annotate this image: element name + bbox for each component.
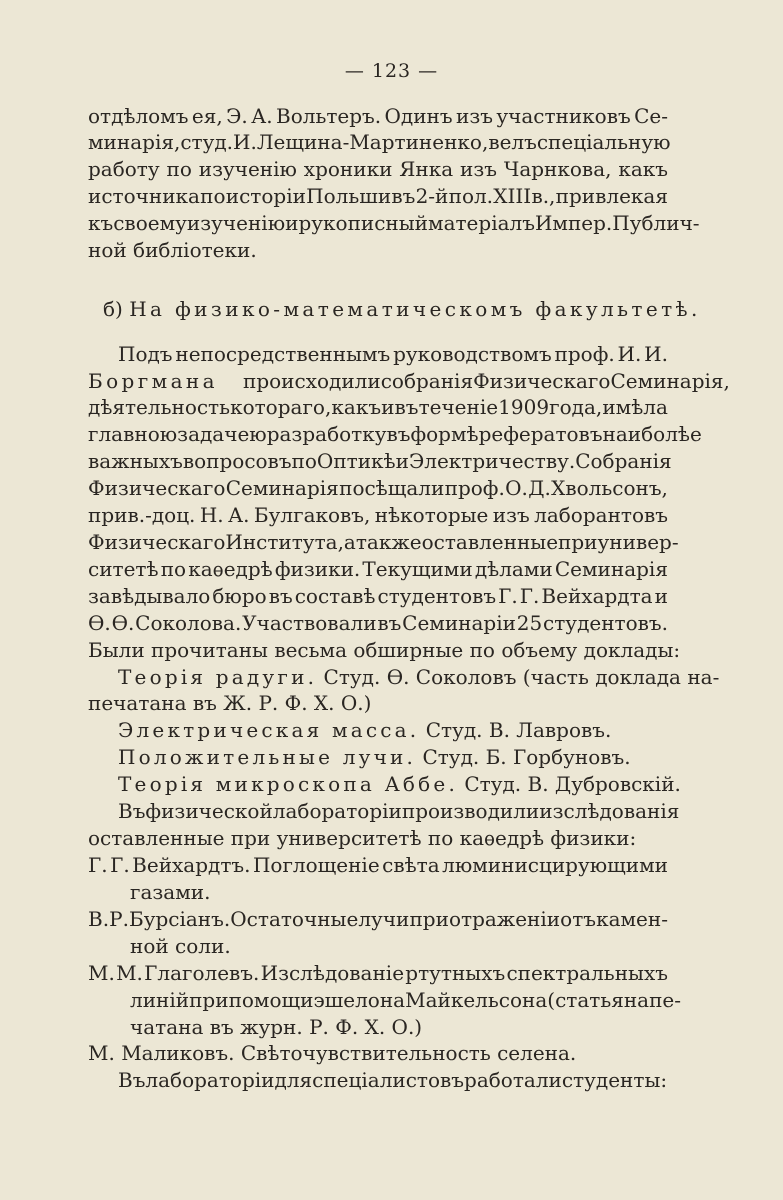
word: рукописный — [298, 211, 429, 235]
word: и — [285, 211, 299, 235]
word: Э. — [226, 104, 248, 128]
report-author: Студ. Ѳ. Соколовъ (часть доклада на- — [323, 665, 720, 689]
word: составѣ — [294, 584, 376, 608]
word: изъ — [492, 503, 530, 527]
word: Ѳ. — [111, 611, 135, 635]
word: хроники — [303, 157, 393, 181]
word: физической — [145, 799, 273, 823]
word: 1909 — [498, 395, 550, 419]
word: эшелона — [313, 988, 406, 1012]
word: котораго, — [230, 395, 332, 419]
word: Соколова. — [135, 611, 242, 635]
text-line: Были прочитаны весьма обширные по объему доклады: — [88, 638, 681, 662]
word: Въ — [118, 1068, 146, 1092]
word: Собранія — [575, 449, 672, 473]
word: производили — [401, 799, 540, 823]
word: по — [200, 184, 226, 208]
word: свѣта — [382, 853, 440, 877]
word: Поглощеніе — [252, 853, 380, 877]
word: изъ — [460, 157, 498, 181]
report-item — [118, 744, 631, 770]
word: люминисцирующими — [442, 853, 668, 877]
word: лаборантовъ — [534, 503, 668, 527]
word: минарія, — [88, 130, 181, 154]
word: М. — [116, 961, 143, 985]
word: 2-й — [415, 184, 449, 208]
text-line — [130, 987, 682, 1013]
word: Р. — [109, 907, 129, 931]
word: нѣкоторые — [374, 503, 489, 527]
word: Одинъ — [384, 104, 453, 128]
section-heading — [103, 296, 701, 322]
word: Г. — [519, 584, 540, 608]
word: Семинаріи — [402, 611, 516, 635]
word: Н. — [199, 503, 224, 527]
text-line — [88, 210, 700, 236]
word: Физическаго — [473, 369, 611, 393]
word: исторіи — [225, 184, 306, 208]
word: А. — [228, 503, 250, 527]
text-line: газами. — [130, 880, 211, 904]
word: при — [409, 907, 449, 931]
word: какъ — [331, 395, 382, 419]
text-line — [88, 394, 668, 420]
word: при — [558, 530, 598, 554]
word: В. — [88, 907, 110, 931]
word: студ. — [180, 130, 234, 154]
word: студентовъ. — [543, 611, 668, 635]
word: Остаточные — [230, 907, 359, 931]
word: завѣдывало — [88, 584, 211, 608]
report-author: Студ. В. Дубровскій. — [464, 772, 681, 796]
text-line — [88, 583, 668, 609]
word: посѣщали — [339, 476, 445, 500]
section-title: На физико-математическомъ факультетѣ. — [129, 297, 701, 321]
word: А. — [251, 104, 273, 128]
report-author: Студ. В. Лавровъ. — [425, 718, 612, 742]
text-line — [88, 475, 668, 501]
word: Д. — [528, 476, 551, 500]
word: непосредственнымъ — [175, 342, 391, 366]
word: изслѣдованія — [539, 799, 680, 823]
word: пол. — [448, 184, 494, 208]
word: по — [291, 449, 317, 473]
word: Семинарія — [225, 476, 339, 500]
word: ея, — [191, 104, 223, 128]
word: студенты: — [561, 1068, 668, 1092]
word: и — [654, 584, 668, 608]
word: спеціальную — [536, 130, 671, 154]
word: Глаголевъ. — [144, 961, 260, 985]
word: велъ — [488, 130, 537, 154]
word: Физическаго — [88, 530, 226, 554]
word: при — [189, 988, 229, 1012]
word: руководствомъ — [393, 342, 552, 366]
word: оставленные — [421, 530, 559, 554]
report-item — [118, 664, 719, 690]
text-line: ной библіотеки. — [88, 238, 257, 262]
text-line — [88, 529, 679, 555]
word: Вейхардтъ. — [132, 853, 251, 877]
word: въ — [377, 611, 402, 635]
word: задачею — [177, 422, 267, 446]
report-author: Студ. Б. Горбуновъ. — [422, 745, 631, 769]
word: Импер. — [534, 211, 613, 235]
word: Участвовали — [242, 611, 377, 635]
text-line — [88, 156, 668, 182]
text-line — [88, 502, 668, 528]
word: 25 — [516, 611, 543, 635]
word: источника — [88, 184, 200, 208]
word: отъ — [560, 907, 596, 931]
word: лабораторіи — [145, 1068, 275, 1092]
word: Публич- — [612, 211, 700, 235]
word: также — [355, 530, 422, 554]
text-line — [88, 852, 668, 878]
text-line — [118, 341, 668, 367]
word: формѣ — [410, 422, 479, 446]
word: отдѣломъ — [88, 104, 189, 128]
word: Въ — [118, 799, 146, 823]
word: М. — [88, 961, 115, 985]
word: а — [343, 530, 356, 554]
text-line — [88, 183, 668, 209]
word: Ѳ. — [88, 611, 111, 635]
word: Изслѣдованіе — [260, 961, 405, 985]
word: теченіе — [418, 395, 499, 419]
word: изъ — [456, 104, 493, 128]
word: спеціалистовъ — [312, 1068, 465, 1092]
word: работали — [464, 1068, 562, 1092]
word: Булгаковъ, — [253, 503, 371, 527]
word-group — [243, 368, 730, 394]
report-item — [118, 717, 611, 743]
word: въ — [391, 184, 416, 208]
text-line — [88, 960, 668, 986]
text-line: печатана въ Ж. Р. Ф. Х. О.) — [88, 691, 372, 715]
word: привлекая — [555, 184, 668, 208]
text-line — [88, 103, 668, 129]
word: Текущими — [362, 557, 473, 581]
word: И. — [617, 342, 642, 366]
word: работу — [88, 157, 160, 181]
spaced-name: Боргмана — [88, 369, 218, 393]
word: къ — [88, 211, 114, 235]
word: имѣла — [602, 395, 668, 419]
report-title: Теорія микроскопа Аббе. — [118, 772, 458, 796]
word: Подъ — [118, 342, 173, 366]
word: линій — [130, 988, 190, 1012]
word: Физическаго — [88, 476, 226, 500]
word: лучи — [358, 907, 410, 931]
word: наиболѣе — [602, 422, 702, 446]
word: камен- — [596, 907, 668, 931]
text-line — [118, 798, 680, 824]
word: Вейхардта — [541, 584, 653, 608]
page-number: — 123 — — [344, 60, 439, 82]
word: бюро — [212, 584, 267, 608]
word: важныхъ — [88, 449, 183, 473]
report-item — [118, 771, 681, 797]
word: ртутныхъ — [405, 961, 506, 985]
word: Семинарія, — [610, 369, 730, 393]
word: матеріалъ — [428, 211, 535, 235]
word: помощи — [228, 988, 314, 1012]
word: изученію — [186, 211, 286, 235]
word: рефератовъ — [478, 422, 603, 446]
word: происходили — [243, 369, 381, 393]
word: напе- — [623, 988, 682, 1012]
report-title: Положительные лучи. — [118, 745, 417, 769]
word: въ — [394, 395, 419, 419]
word: Янка — [399, 157, 454, 181]
word: участниковъ — [496, 104, 631, 128]
word: каѳедрѣ — [188, 557, 273, 581]
word: какъ — [618, 157, 668, 181]
word: главною — [88, 422, 178, 446]
word: Оптикѣ — [316, 449, 396, 473]
word: Г. — [498, 584, 518, 608]
word: разработку — [266, 422, 387, 446]
word: года, — [549, 395, 603, 419]
word: Майкельсона — [405, 988, 548, 1012]
word: дѣятельность — [88, 395, 231, 419]
word: Электричеству. — [408, 449, 576, 473]
word: студентовъ — [377, 584, 497, 608]
word: Чарнкова, — [503, 157, 612, 181]
word: Института, — [225, 530, 344, 554]
word: своему — [113, 211, 187, 235]
word: для — [274, 1068, 313, 1092]
text-line: М. Маликовъ. Свѣточувствительность селена. — [88, 1041, 577, 1065]
text-line — [88, 448, 672, 474]
word: физики. — [274, 557, 361, 581]
text-line — [88, 906, 668, 932]
word: по — [166, 157, 192, 181]
word: въ — [386, 422, 411, 446]
word: проф. — [444, 476, 505, 500]
word: ситетѣ — [88, 557, 159, 581]
word: Г. — [110, 853, 130, 877]
word: вопросовъ — [182, 449, 292, 473]
word: проф. — [554, 342, 615, 366]
word: Семинарія — [554, 557, 668, 581]
word: Се- — [634, 104, 668, 128]
word: универ- — [597, 530, 679, 554]
word: И. — [233, 130, 257, 154]
word: въ — [268, 584, 293, 608]
word: и — [381, 395, 395, 419]
text-line: чатана въ журн. Р. Ф. Х. О.) — [130, 1015, 423, 1039]
word: лабораторіи — [272, 799, 402, 823]
word: спектральныхъ — [506, 961, 668, 985]
text-line: оставленные при университетѣ по каѳедрѣ физики: — [88, 826, 637, 850]
text-line — [118, 1067, 668, 1093]
word: изученію — [198, 157, 297, 181]
word: Бурсіанъ. — [129, 907, 231, 931]
text-line: ной соли. — [130, 934, 231, 958]
text-line — [88, 368, 730, 394]
word: отраженіи — [448, 907, 561, 931]
word: Лещина-Мартиненко, — [256, 130, 489, 154]
word: прив.-доц. — [88, 503, 196, 527]
text-line — [88, 556, 668, 582]
word: и — [395, 449, 409, 473]
word: Польши — [306, 184, 392, 208]
word: собранія — [380, 369, 474, 393]
word: Вольтеръ. — [276, 104, 382, 128]
word: Хвольсонъ, — [551, 476, 668, 500]
word: И. — [644, 342, 668, 366]
word: (статья — [547, 988, 624, 1012]
report-title: Теорія радуги. — [118, 665, 318, 689]
text-line — [88, 610, 668, 636]
text-line — [88, 421, 702, 447]
word: по — [160, 557, 187, 581]
report-title: Электрическая масса. — [118, 718, 420, 742]
text-line — [88, 129, 671, 155]
word: О. — [505, 476, 528, 500]
word: XIII — [493, 184, 532, 208]
word: Г. — [88, 853, 108, 877]
section-letter: б) — [103, 297, 123, 321]
word: в., — [531, 184, 556, 208]
word: дѣлами — [474, 557, 553, 581]
